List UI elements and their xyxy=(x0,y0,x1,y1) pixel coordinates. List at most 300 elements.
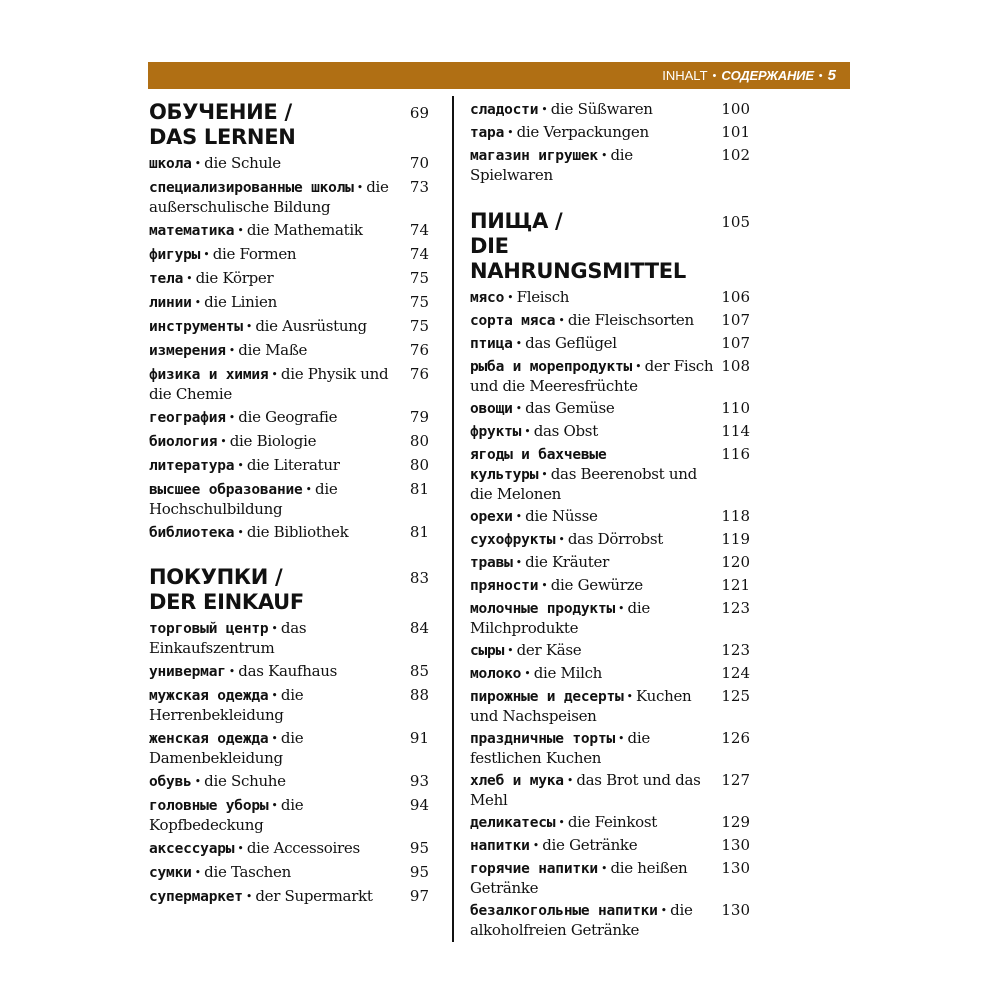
entry-text xyxy=(149,863,401,883)
entry-page-number: 110 xyxy=(721,399,750,417)
toc-entry[interactable] xyxy=(470,599,750,638)
entry-text xyxy=(470,859,721,898)
entry-text xyxy=(149,341,401,361)
bullet-separator: • xyxy=(541,103,548,116)
entry-german-term: das Dörrobst xyxy=(567,530,663,548)
entry-german-term: die Taschen xyxy=(204,863,291,881)
entry-german-term: die alkoholfreien Getränke xyxy=(470,901,693,939)
toc-entry[interactable] xyxy=(149,456,429,476)
entry-german-term: das Geflügel xyxy=(525,334,617,352)
entry-page-number: 74 xyxy=(409,221,429,239)
entry-page-number: 88 xyxy=(409,686,429,704)
entry-text xyxy=(470,836,721,856)
entry-text xyxy=(149,154,401,174)
toc-entry[interactable] xyxy=(470,576,750,596)
bullet-separator: • xyxy=(507,644,514,657)
bullet-separator: • xyxy=(271,799,278,812)
bullet-separator: • xyxy=(237,459,244,472)
entry-text xyxy=(470,100,721,120)
entry-page-number: 95 xyxy=(409,863,429,881)
toc-entry[interactable] xyxy=(470,507,750,527)
bullet-separator: • xyxy=(600,862,608,875)
entry-text xyxy=(149,523,401,543)
toc-entry[interactable] xyxy=(149,619,429,658)
entry-german-term: die Damenbekleidung xyxy=(149,729,304,767)
header-separator: • xyxy=(712,69,717,82)
toc-entry[interactable] xyxy=(149,523,429,543)
entry-page-number: 101 xyxy=(721,123,750,141)
entry-page-number: 116 xyxy=(721,445,750,463)
toc-section xyxy=(149,100,429,543)
bullet-separator: • xyxy=(237,224,244,237)
entry-page-number: 97 xyxy=(409,887,429,905)
toc-entry[interactable] xyxy=(470,100,750,120)
entry-russian-term: мясо xyxy=(470,290,505,306)
entry-german-term: die Feinkost xyxy=(567,813,658,831)
entry-page-number: 81 xyxy=(409,523,429,541)
entry-page-number: 73 xyxy=(409,178,429,196)
entry-text xyxy=(149,432,401,452)
toc-section xyxy=(149,565,429,907)
entry-german-term: die heißen Getränke xyxy=(470,859,688,897)
entry-text xyxy=(149,293,401,313)
entry-german-term: der Supermarkt xyxy=(255,887,373,905)
entry-german-term: die Schule xyxy=(204,154,281,172)
toc-entry[interactable] xyxy=(149,154,429,174)
entry-text xyxy=(470,311,721,331)
entry-russian-term: сорта мяса xyxy=(470,313,556,329)
entry-text xyxy=(470,507,721,527)
entry-text xyxy=(149,408,401,428)
entry-german-term: die Bibliothek xyxy=(246,523,349,541)
toc-right-column xyxy=(470,100,750,943)
entry-german-term: die außerschulische Bildung xyxy=(149,178,389,216)
entry-german-term: die festlichen Kuchen xyxy=(470,729,650,767)
toc-entry[interactable] xyxy=(149,839,429,859)
header-bar xyxy=(148,62,850,89)
entry-german-term: die Schuhe xyxy=(204,772,286,790)
entry-russian-term: мужская одежда xyxy=(149,688,269,704)
toc-entry[interactable] xyxy=(470,553,750,573)
entry-russian-term: рыба и морепродукты xyxy=(470,359,633,375)
entry-text xyxy=(149,729,401,768)
bullet-separator: • xyxy=(194,296,202,309)
entry-russian-term: фигуры xyxy=(149,247,201,263)
toc-entry[interactable] xyxy=(149,293,429,313)
entry-page-number: 107 xyxy=(721,311,750,329)
bullet-separator: • xyxy=(515,556,523,569)
entry-text xyxy=(149,839,401,859)
bullet-separator: • xyxy=(566,774,574,787)
toc-entry[interactable] xyxy=(149,662,429,682)
entry-text xyxy=(149,686,401,725)
entry-russian-term: сыры xyxy=(470,643,505,659)
entry-german-term: die Fleischsorten xyxy=(567,311,694,329)
entry-german-term: die Spielwaren xyxy=(470,146,633,184)
entry-page-number: 123 xyxy=(721,599,750,617)
entry-russian-term: география xyxy=(149,410,226,426)
entry-german-term: die Getränke xyxy=(542,836,638,854)
entry-russian-term: праздничные торты xyxy=(470,731,616,747)
entry-text xyxy=(470,123,721,143)
bullet-separator: • xyxy=(237,526,244,539)
bullet-separator: • xyxy=(228,344,236,357)
entry-text xyxy=(470,399,721,419)
entry-page-number: 75 xyxy=(409,317,429,335)
toc-entry[interactable] xyxy=(149,341,429,361)
entry-russian-term: пряности xyxy=(470,578,539,594)
entry-page-number: 93 xyxy=(409,772,429,790)
entry-german-term: die Mathematik xyxy=(246,221,363,239)
entry-russian-term: линии xyxy=(149,295,192,311)
entry-text xyxy=(149,887,401,907)
toc-entry[interactable] xyxy=(470,836,750,856)
entry-german-term: die Maße xyxy=(238,341,308,359)
entry-russian-term: универмаг xyxy=(149,664,226,680)
toc-entry[interactable] xyxy=(470,311,750,331)
entry-russian-term: литература xyxy=(149,458,235,474)
entry-german-term: die Physik und die Chemie xyxy=(149,365,389,403)
bullet-separator: • xyxy=(618,602,625,615)
bullet-separator: • xyxy=(220,435,227,448)
entry-text xyxy=(470,729,721,768)
bullet-separator: • xyxy=(558,533,565,546)
toc-entry[interactable] xyxy=(149,245,429,265)
entry-russian-term: овощи xyxy=(470,401,513,417)
entry-page-number: 120 xyxy=(721,553,750,571)
bullet-separator: • xyxy=(507,291,514,304)
entry-russian-term: молоко xyxy=(470,666,522,682)
entry-text xyxy=(470,334,721,354)
entry-russian-term: молочные продукты xyxy=(470,601,616,617)
entry-russian-term: головные уборы xyxy=(149,798,269,814)
section-page-number: 105 xyxy=(721,213,750,231)
entry-page-number: 81 xyxy=(409,480,429,498)
bullet-separator: • xyxy=(515,510,523,523)
entry-page-number: 94 xyxy=(409,796,429,814)
toc-entry[interactable] xyxy=(149,887,429,907)
entry-russian-term: травы xyxy=(470,555,513,571)
entry-page-number: 107 xyxy=(721,334,750,352)
bullet-separator: • xyxy=(237,842,244,855)
entry-text xyxy=(470,445,721,504)
entry-text xyxy=(470,576,721,596)
entry-page-number: 119 xyxy=(721,530,750,548)
entry-text xyxy=(149,365,401,404)
entry-page-number: 121 xyxy=(721,576,750,594)
entry-page-number: 74 xyxy=(409,245,429,263)
bullet-separator: • xyxy=(356,181,364,194)
bullet-separator: • xyxy=(541,579,548,592)
entry-text xyxy=(149,317,401,337)
entry-russian-term: высшее образование xyxy=(149,482,303,498)
entry-page-number: 118 xyxy=(721,507,750,525)
entry-page-number: 108 xyxy=(721,357,750,375)
entry-page-number: 114 xyxy=(721,422,750,440)
entry-page-number: 70 xyxy=(409,154,429,172)
entry-german-term: das Obst xyxy=(533,422,598,440)
entry-russian-term: сухофрукты xyxy=(470,532,556,548)
bullet-separator: • xyxy=(558,816,565,829)
bullet-separator: • xyxy=(228,411,236,424)
entry-russian-term: измерения xyxy=(149,343,226,359)
bullet-separator: • xyxy=(524,667,531,680)
toc-entry[interactable] xyxy=(470,288,750,308)
section-heading: ПИЩА / DIE NAHRUNGSMITTEL xyxy=(470,209,686,283)
entry-russian-term: биология xyxy=(149,434,218,450)
entry-page-number: 76 xyxy=(409,365,429,383)
entry-text xyxy=(470,553,721,573)
bullet-separator: • xyxy=(271,732,278,745)
entry-text xyxy=(149,772,401,792)
toc-entry[interactable] xyxy=(470,729,750,768)
entry-russian-term: фрукты xyxy=(470,424,522,440)
entry-russian-term: обувь xyxy=(149,774,192,790)
entry-text xyxy=(470,357,721,396)
entry-page-number: 79 xyxy=(409,408,429,426)
bullet-separator: • xyxy=(194,775,202,788)
bullet-separator: • xyxy=(618,732,625,745)
entry-text xyxy=(149,245,401,265)
bullet-separator: • xyxy=(558,314,565,327)
entry-text xyxy=(470,813,721,833)
entry-text xyxy=(149,662,401,682)
entry-text xyxy=(470,288,721,308)
entry-text xyxy=(149,178,401,217)
toc-entry[interactable] xyxy=(470,641,750,661)
toc-entry[interactable] xyxy=(470,399,750,419)
entry-page-number: 130 xyxy=(721,901,750,919)
entry-russian-term: инструменты xyxy=(149,319,243,335)
toc-entry[interactable] xyxy=(470,901,750,940)
toc-entry[interactable] xyxy=(470,813,750,833)
entry-german-term: die Biologie xyxy=(229,432,317,450)
bullet-separator: • xyxy=(271,622,278,635)
header-page-number: 5 xyxy=(827,67,836,84)
entry-page-number: 91 xyxy=(409,729,429,747)
header-label-ru: СОДЕРЖАНИЕ xyxy=(721,68,814,83)
entry-page-number: 126 xyxy=(721,729,750,747)
entry-german-term: die Süßwaren xyxy=(550,100,653,118)
entry-german-term: die Milch xyxy=(533,664,603,682)
entry-page-number: 80 xyxy=(409,456,429,474)
entry-russian-term: аксессуары xyxy=(149,841,235,857)
entry-russian-term: деликатесы xyxy=(470,815,556,831)
bullet-separator: • xyxy=(186,272,193,285)
entry-german-term: die Kräuter xyxy=(525,553,609,571)
entry-german-term: die Herrenbekleidung xyxy=(149,686,304,724)
toc-entry[interactable] xyxy=(149,178,429,217)
entry-russian-term: хлеб и мука xyxy=(470,773,564,789)
entry-russian-term: математика xyxy=(149,223,235,239)
bullet-separator: • xyxy=(194,157,202,170)
section-title xyxy=(149,565,429,615)
entry-page-number: 106 xyxy=(721,288,750,306)
bullet-separator: • xyxy=(245,890,253,903)
toc-entry[interactable] xyxy=(149,221,429,241)
entry-page-number: 124 xyxy=(721,664,750,682)
entry-page-number: 85 xyxy=(409,662,429,680)
header-separator: • xyxy=(818,69,823,82)
bullet-separator: • xyxy=(515,402,523,415)
entry-german-term: die Verpackungen xyxy=(516,123,649,141)
entry-german-term: der Fisch und die Meeresfrüchte xyxy=(470,357,714,395)
entry-german-term: die Milchprodukte xyxy=(470,599,650,637)
entry-russian-term: орехи xyxy=(470,509,513,525)
entry-page-number: 100 xyxy=(721,100,750,118)
entry-german-term: das Beerenobst und die Melonen xyxy=(470,465,697,503)
bullet-separator: • xyxy=(600,149,608,162)
entry-page-number: 125 xyxy=(721,687,750,705)
bullet-separator: • xyxy=(532,839,540,852)
section-title xyxy=(470,209,750,284)
section-title xyxy=(149,100,429,150)
bullet-separator: • xyxy=(541,468,548,481)
entry-german-term: Fleisch xyxy=(516,288,570,306)
entry-russian-term: птица xyxy=(470,336,513,352)
entry-page-number: 80 xyxy=(409,432,429,450)
toc-entry[interactable] xyxy=(149,317,429,337)
entry-german-term: die Geografie xyxy=(238,408,338,426)
toc-entry[interactable] xyxy=(470,357,750,396)
toc-left-column xyxy=(149,100,429,911)
entry-russian-term: супермаркет xyxy=(149,889,243,905)
entry-german-term: das Kaufhaus xyxy=(238,662,338,680)
bullet-separator: • xyxy=(635,360,642,373)
entry-german-term: die Hochschulbildung xyxy=(149,480,338,518)
entry-german-term: das Gemüse xyxy=(525,399,615,417)
entry-russian-term: тела xyxy=(149,271,184,287)
toc-entry[interactable] xyxy=(149,432,429,452)
toc-entry[interactable] xyxy=(470,530,750,550)
entry-russian-term: пирожные и десерты xyxy=(470,689,624,705)
bullet-separator: • xyxy=(507,126,514,139)
entry-text xyxy=(470,146,721,185)
entry-russian-term: специализированные школы xyxy=(149,180,354,196)
toc-entry[interactable] xyxy=(149,772,429,792)
section-page-number: 69 xyxy=(409,104,429,122)
entry-text xyxy=(470,530,721,550)
entry-text xyxy=(470,664,721,684)
bullet-separator: • xyxy=(245,320,253,333)
entry-russian-term: ягоды и бахчевые культуры xyxy=(470,447,607,483)
entry-page-number: 84 xyxy=(409,619,429,637)
entry-german-term: Kuchen und Nachspeisen xyxy=(470,687,692,725)
entry-russian-term: физика и химия xyxy=(149,367,269,383)
section-page-number: 83 xyxy=(409,569,429,587)
entry-german-term: das Einkaufszentrum xyxy=(149,619,307,657)
entry-german-term: die Literatur xyxy=(246,456,340,474)
entry-german-term: das Brot und das Mehl xyxy=(470,771,701,809)
section-heading: ПОКУПКИ / DER EINKAUF xyxy=(149,565,304,614)
entry-page-number: 75 xyxy=(409,269,429,287)
toc-entry[interactable] xyxy=(470,771,750,810)
toc-section xyxy=(470,100,750,185)
toc-entry[interactable] xyxy=(149,365,429,404)
toc-entry[interactable] xyxy=(149,729,429,768)
entry-russian-term: библиотека xyxy=(149,525,235,541)
entry-page-number: 130 xyxy=(721,836,750,854)
entry-text xyxy=(149,221,401,241)
toc-entry[interactable] xyxy=(149,408,429,428)
entry-russian-term: сумки xyxy=(149,865,192,881)
toc-entry[interactable] xyxy=(470,687,750,726)
entry-text xyxy=(470,641,721,661)
entry-russian-term: торговый центр xyxy=(149,621,269,637)
entry-german-term: die Ausrüstung xyxy=(255,317,367,335)
entry-russian-term: школа xyxy=(149,156,192,172)
column-divider xyxy=(452,96,454,942)
toc-entry[interactable] xyxy=(470,123,750,143)
entry-german-term: die Körper xyxy=(195,269,274,287)
entry-text xyxy=(149,619,401,658)
toc-entry[interactable] xyxy=(470,859,750,898)
entry-text xyxy=(149,480,401,519)
entry-text xyxy=(149,796,401,835)
entry-text xyxy=(149,269,401,289)
toc-entry[interactable] xyxy=(470,445,750,504)
entry-german-term: die Formen xyxy=(212,245,297,263)
entry-russian-term: женская одежда xyxy=(149,731,269,747)
bullet-separator: • xyxy=(194,866,202,879)
bullet-separator: • xyxy=(203,248,210,261)
entry-german-term: die Gewürze xyxy=(550,576,643,594)
entry-text xyxy=(470,687,721,726)
toc-entry[interactable] xyxy=(149,863,429,883)
bullet-separator: • xyxy=(271,368,278,381)
bullet-separator: • xyxy=(305,483,313,496)
entry-russian-term: безалкогольные напитки xyxy=(470,903,658,919)
entry-russian-term: магазин игрушек xyxy=(470,148,598,164)
entry-german-term: die Kopfbedeckung xyxy=(149,796,304,834)
entry-page-number: 129 xyxy=(721,813,750,831)
entry-page-number: 123 xyxy=(721,641,750,659)
entry-page-number: 127 xyxy=(721,771,750,789)
entry-german-term: die Accessoires xyxy=(246,839,360,857)
bullet-separator: • xyxy=(524,425,531,438)
bullet-separator: • xyxy=(515,337,523,350)
entry-text xyxy=(149,456,401,476)
entry-text xyxy=(470,771,721,810)
entry-page-number: 95 xyxy=(409,839,429,857)
header-label-de: INHALT xyxy=(662,68,708,83)
entry-german-term: die Nüsse xyxy=(525,507,598,525)
bullet-separator: • xyxy=(228,665,236,678)
entry-russian-term: тара xyxy=(470,125,505,141)
toc-entry[interactable] xyxy=(470,664,750,684)
toc-section xyxy=(470,209,750,940)
entry-russian-term: напитки xyxy=(470,838,530,854)
entry-german-term: der Käse xyxy=(516,641,582,659)
entry-russian-term: горячие напитки xyxy=(470,861,598,877)
toc-entry[interactable] xyxy=(149,480,429,519)
bullet-separator: • xyxy=(660,904,668,917)
toc-entry[interactable] xyxy=(149,796,429,835)
entry-page-number: 76 xyxy=(409,341,429,359)
entry-page-number: 130 xyxy=(721,859,750,877)
toc-entry[interactable] xyxy=(149,269,429,289)
bullet-separator: • xyxy=(271,689,278,702)
entry-german-term: die Linien xyxy=(204,293,277,311)
toc-entry[interactable] xyxy=(470,422,750,442)
toc-entry[interactable] xyxy=(470,146,750,185)
section-heading: ОБУЧЕНИЕ / DAS LERNEN xyxy=(149,100,296,149)
toc-entry[interactable] xyxy=(149,686,429,725)
bullet-separator: • xyxy=(626,690,634,703)
entry-page-number: 75 xyxy=(409,293,429,311)
entry-text xyxy=(470,599,721,638)
toc-entry[interactable] xyxy=(470,334,750,354)
